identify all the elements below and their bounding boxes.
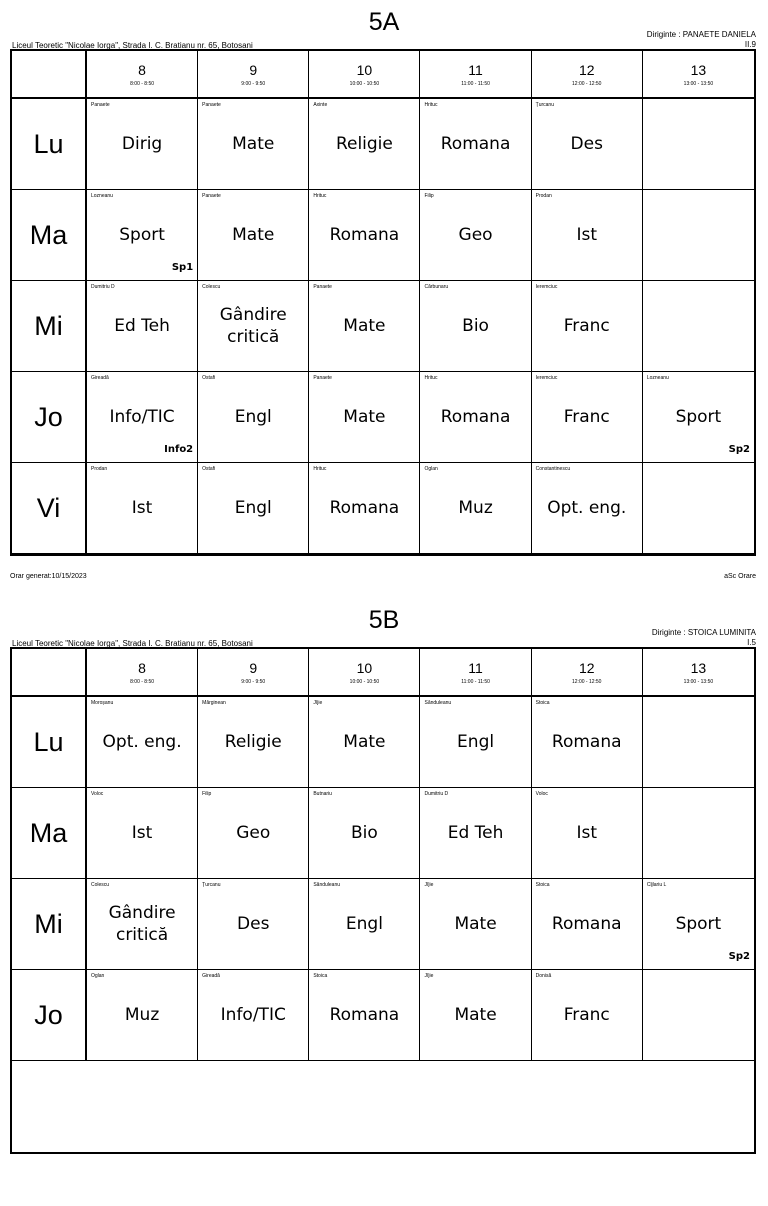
class-timetable [0, 606, 768, 1206]
lesson-cell [87, 99, 198, 190]
teacher-name: Ostafi [202, 466, 216, 472]
lesson-cell [87, 697, 198, 788]
teacher-name: Panaete [202, 102, 221, 108]
subject-name: Mate [343, 316, 386, 336]
lesson-cell [420, 281, 531, 372]
hour-number: 13 [690, 660, 707, 676]
lesson-cell [643, 970, 754, 1061]
teacher-name: Voloc [91, 791, 104, 797]
hour-number: 10 [356, 660, 373, 676]
subject-name: Mate [232, 225, 275, 245]
subject-name: Mate [232, 134, 275, 154]
teacher-name: Gireadă [91, 375, 109, 381]
hour-header [198, 649, 309, 697]
subject-name [643, 473, 754, 543]
lesson-cell [532, 970, 643, 1061]
day-cell [12, 372, 87, 463]
subject-name: Engl [345, 914, 383, 934]
room-code: Sp1 [171, 262, 194, 273]
teacher-name: Moroșanu [91, 700, 114, 706]
hour-number: 12 [578, 62, 595, 78]
class-timetable [0, 8, 768, 608]
subject-name: Ist [576, 225, 598, 245]
teacher-name: Filip [202, 791, 212, 797]
class-room: II.9 [744, 40, 756, 49]
hour-time: 9:00 - 9:50 [241, 679, 266, 685]
teacher-name: Oglan [91, 973, 105, 979]
day-cell [12, 788, 87, 879]
school-address: Liceul Teoretic "Nicolae Iorga", Strada I. C. Bratianu nr. 65, Botosani [12, 639, 253, 648]
corner-cell [12, 649, 87, 697]
lesson-cell [420, 879, 531, 970]
teacher-name: Donisă [535, 973, 552, 979]
subject-name: Romana [329, 498, 400, 518]
subject-name: Engl [234, 407, 272, 427]
teacher-name: Jîjie [424, 973, 434, 979]
lesson-cell [198, 281, 309, 372]
lesson-cell [532, 697, 643, 788]
lesson-cell [198, 879, 309, 970]
lesson-cell [198, 99, 309, 190]
lesson-cell [532, 99, 643, 190]
room-code: Info2 [164, 444, 194, 455]
room-code: Sp2 [728, 951, 750, 962]
hour-time: 8:00 - 8:50 [130, 81, 155, 87]
subject-name: Sport [675, 914, 722, 934]
lesson-cell [198, 788, 309, 879]
lesson-cell [532, 788, 643, 879]
lesson-cell [309, 99, 420, 190]
lesson-cell [309, 697, 420, 788]
subject-name: Des [570, 134, 603, 154]
lesson-cell [532, 281, 643, 372]
lesson-cell [87, 788, 198, 879]
subject-name: Romana [329, 225, 400, 245]
lesson-cell [87, 190, 198, 281]
subject-name: Ed Teh [114, 316, 170, 336]
teacher-name: Cljlariu L [646, 882, 667, 888]
lesson-cell [643, 463, 754, 554]
lesson-cell [532, 463, 643, 554]
teacher-name: Jîjie [424, 882, 434, 888]
hour-header [309, 649, 420, 697]
lesson-cell [420, 697, 531, 788]
teacher-name: Prodan [535, 193, 552, 199]
day-label: Mi [34, 310, 63, 341]
teacher-name: Hrituc [424, 375, 438, 381]
lesson-cell [643, 281, 754, 372]
lesson-cell [420, 463, 531, 554]
day-label: Ma [29, 219, 68, 250]
lesson-cell [198, 463, 309, 554]
hour-header [309, 51, 420, 99]
day-label: Ma [29, 817, 68, 848]
teacher-name: Dumitriu D [424, 791, 449, 797]
day-label: Jo [34, 999, 63, 1030]
hour-number: 11 [468, 660, 483, 676]
lesson-cell [643, 190, 754, 281]
teacher-name: Mărginean [202, 700, 226, 706]
class-title: 5B [368, 606, 400, 634]
subject-name: Romana [551, 914, 622, 934]
lesson-cell [198, 970, 309, 1061]
lesson-cell [309, 190, 420, 281]
subject-name: Romana [440, 134, 511, 154]
lesson-cell [420, 190, 531, 281]
lesson-cell [420, 99, 531, 190]
lesson-cell [87, 970, 198, 1061]
lesson-cell [420, 970, 531, 1061]
lesson-cell [420, 372, 531, 463]
lesson-cell [87, 281, 198, 372]
subject-name: Ist [131, 823, 153, 843]
hour-number: 8 [138, 660, 146, 676]
lesson-cell [643, 372, 754, 463]
lesson-cell [643, 879, 754, 970]
day-cell [12, 879, 87, 970]
teacher-name: Hrituc [313, 193, 327, 199]
subject-name [643, 707, 754, 777]
teacher-name: Ostafi [202, 375, 216, 381]
day-cell [12, 970, 87, 1061]
hour-time: 8:00 - 8:50 [130, 679, 155, 685]
hour-time: 12:00 - 12:50 [572, 679, 602, 685]
hour-header [532, 649, 643, 697]
teacher-name: Panaete [91, 102, 110, 108]
subject-name: Franc [563, 407, 610, 427]
hour-time: 10:00 - 10:50 [349, 679, 380, 685]
day-label: Jo [34, 401, 63, 432]
teacher-name: Colescu [202, 284, 221, 290]
day-cell [12, 281, 87, 372]
subject-name: Gândire critică [108, 903, 176, 945]
diriginte-info [647, 30, 756, 50]
hour-number: 8 [138, 62, 146, 78]
day-cell [12, 190, 87, 281]
diriginte-name: Diriginte : STOICA LUMINITA [651, 628, 756, 637]
teacher-name: Lozneanu [91, 193, 113, 199]
diriginte-name: Diriginte : PANAETE DANIELA [646, 30, 756, 39]
teacher-name: Prodan [91, 466, 108, 472]
teacher-name: Axinte [313, 102, 328, 108]
hour-time: 9:00 - 9:50 [241, 81, 266, 87]
room-code: Sp2 [728, 444, 750, 455]
hour-header [198, 51, 309, 99]
hour-header [87, 51, 198, 99]
subject-name: Geo [236, 823, 271, 843]
subject-name [643, 291, 754, 361]
subject-name: Ist [576, 823, 598, 843]
subject-name: Franc [563, 316, 610, 336]
lesson-cell [309, 970, 420, 1061]
subject-name: Engl [234, 498, 272, 518]
subject-name: Romana [329, 1005, 400, 1025]
hour-number: 9 [249, 660, 258, 676]
diriginte-info [652, 628, 756, 648]
hour-time: 11:00 - 11:50 [461, 679, 490, 685]
hour-number: 9 [249, 62, 258, 78]
hour-time: 10:00 - 10:50 [349, 81, 380, 87]
teacher-name: Țurcanu [202, 882, 221, 888]
hour-header [420, 649, 531, 697]
subject-name: Sport [675, 407, 722, 427]
teacher-name: Cărbunaru [424, 284, 449, 290]
subject-name [643, 109, 754, 179]
lesson-cell [198, 190, 309, 281]
subject-name [643, 798, 754, 868]
subject-name: Mate [343, 407, 386, 427]
subject-name: Info/TIC [109, 407, 175, 427]
teacher-name: Ieremciuc [535, 284, 558, 290]
teacher-name: Butnariu [313, 791, 332, 797]
teacher-name: Jîjie [313, 700, 323, 706]
teacher-name: Ieremciuc [535, 375, 558, 381]
teacher-name: Sănduleanu [313, 882, 341, 888]
subject-name: Religie [224, 732, 282, 752]
hour-time: 12:00 - 12:50 [572, 81, 602, 87]
hour-number: 13 [690, 62, 707, 78]
teacher-name: Voloc [535, 791, 548, 797]
hour-time: 13:00 - 13:50 [683, 679, 714, 685]
day-label: Mi [34, 908, 63, 939]
hour-header [420, 51, 531, 99]
lesson-cell [198, 697, 309, 788]
teacher-name: Colescu [91, 882, 110, 888]
subject-name: Romana [551, 732, 622, 752]
lesson-cell [309, 879, 420, 970]
lesson-cell [87, 879, 198, 970]
teacher-name: Sănduleanu [424, 700, 452, 706]
hour-number: 10 [356, 62, 373, 78]
lesson-cell [532, 372, 643, 463]
class-title: 5A [368, 8, 400, 36]
lesson-cell [643, 697, 754, 788]
school-address: Liceul Teoretic "Nicolae Iorga", Strada I. C. Bratianu nr. 65, Botosani [12, 41, 253, 50]
day-cell [12, 99, 87, 190]
teacher-name: Gireadă [202, 973, 220, 979]
subject-name: Info/TIC [220, 1005, 286, 1025]
hour-header [643, 649, 754, 697]
teacher-name: Filip [424, 193, 434, 199]
subject-name [643, 980, 754, 1050]
teacher-name: Panaete [313, 375, 332, 381]
teacher-name: Oglan [424, 466, 438, 472]
teacher-name: Hrituc [424, 102, 438, 108]
lesson-cell [87, 372, 198, 463]
teacher-name: Dumitriu D [91, 284, 115, 290]
hour-number: 12 [578, 660, 595, 676]
teacher-name: Panaete [313, 284, 332, 290]
subject-name: Ed Teh [447, 823, 504, 843]
day-label: Vi [36, 492, 61, 523]
subject-name: Muz [458, 498, 493, 518]
hour-header [532, 51, 643, 99]
subject-name: Mate [454, 914, 497, 934]
subject-name: Bio [351, 823, 378, 843]
subject-name: Mate [454, 1005, 497, 1025]
teacher-name: Hrituc [313, 466, 327, 472]
day-cell [12, 463, 87, 554]
hour-number: 11 [468, 62, 483, 78]
teacher-name: Țurcanu [535, 102, 554, 108]
teacher-name: Stoica [535, 700, 550, 706]
teacher-name: Constantinescu [535, 466, 571, 472]
hour-header [87, 649, 198, 697]
hour-time: 11:00 - 11:50 [461, 81, 490, 87]
subject-name: Opt. eng. [102, 732, 182, 752]
teacher-name: Stoica [535, 882, 550, 888]
teacher-name: Stoica [313, 973, 328, 979]
generated-date: Orar generat:10/15/2023 [10, 573, 87, 580]
hour-header [643, 51, 754, 99]
generator-name: aSc Orare [724, 573, 756, 580]
subject-name: Bio [462, 316, 489, 336]
lesson-cell [643, 99, 754, 190]
lesson-cell [532, 190, 643, 281]
subject-name: Mate [343, 732, 386, 752]
schedule-grid [10, 647, 756, 1154]
lesson-cell [198, 372, 309, 463]
subject-name: Des [237, 914, 270, 934]
subject-name: Dirig [121, 134, 163, 154]
subject-name: Sport [119, 225, 165, 245]
lesson-cell [643, 788, 754, 879]
subject-name: Muz [124, 1005, 160, 1025]
hour-time: 13:00 - 13:50 [683, 81, 714, 87]
teacher-name: Panaete [202, 193, 221, 199]
lesson-cell [532, 879, 643, 970]
lesson-cell [420, 788, 531, 879]
subject-name: Gândire critică [219, 305, 287, 347]
lesson-cell [87, 463, 198, 554]
subject-name: Ist [131, 498, 153, 518]
corner-cell [12, 51, 87, 99]
lesson-cell [309, 463, 420, 554]
lesson-cell [309, 281, 420, 372]
subject-name [643, 200, 754, 270]
day-cell [12, 697, 87, 788]
lesson-cell [309, 788, 420, 879]
subject-name: Franc [563, 1005, 610, 1025]
teacher-name: Lozneanu [646, 375, 669, 381]
class-room: I.5 [747, 638, 756, 647]
subject-name: Religie [335, 134, 393, 154]
schedule-grid [10, 49, 756, 556]
subject-name: Opt. eng. [547, 498, 627, 518]
day-label: Lu [33, 128, 64, 159]
lesson-cell [309, 372, 420, 463]
subject-name: Romana [440, 407, 511, 427]
subject-name: Engl [457, 732, 495, 752]
day-label: Lu [33, 726, 64, 757]
subject-name: Geo [458, 225, 493, 245]
